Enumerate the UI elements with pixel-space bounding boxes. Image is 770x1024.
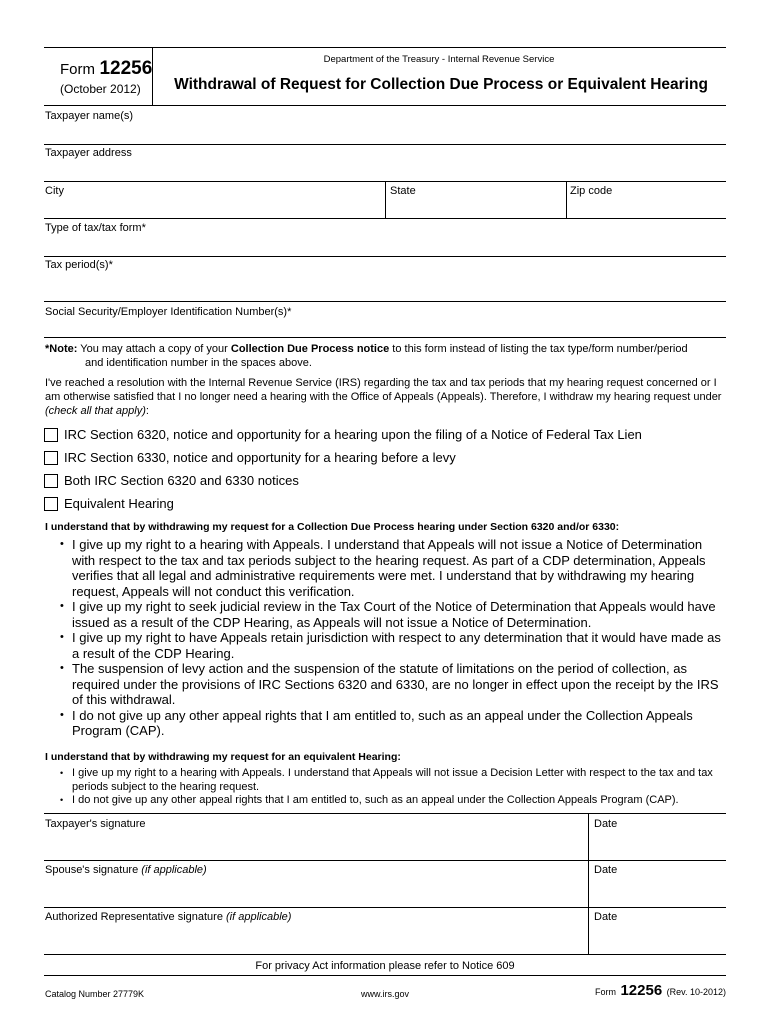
representative-label-italic: (if applicable) [226, 911, 292, 923]
footer-form-label: Form [595, 987, 616, 997]
checkbox-6320[interactable] [44, 428, 58, 442]
catalog-number: Catalog Number 27779K [45, 989, 145, 999]
form-id [60, 58, 152, 80]
taxpayer-signature-label: Taxpayer's signature [45, 818, 146, 830]
website: www.irs.gov [360, 989, 409, 999]
rule [44, 144, 726, 145]
ssn-ein-label: Social Security/Employer Identification Number(s)* [45, 306, 292, 318]
checkbox-label: IRC Section 6330, notice and opportunity for a hearing before a levy [64, 450, 456, 465]
intro-text: I've reached a resolution with the Internal Revenue Service (IRS) regarding the tax and tax periods that my hearing request concerned or I am otherwise satisfied that I no longer need a hearing with the Office of Appeals (Appeals). Therefore, I withdraw my hearing request under [45, 377, 722, 403]
tax-type-label: Type of tax/tax form* [45, 222, 146, 234]
zip-label: Zip code [570, 185, 613, 197]
ssn-ein-field[interactable] [44, 320, 726, 337]
checkbox-row-6330[interactable] [44, 450, 456, 465]
department-name: Department of the Treasury - Internal Revenue Service [323, 54, 555, 65]
note [45, 342, 725, 356]
tax-periods-label: Tax period(s)* [45, 259, 113, 271]
spouse-label-italic: (if applicable) [141, 864, 207, 876]
date-label: Date [594, 818, 618, 830]
intro-paragraph [45, 376, 725, 418]
cdp-list [58, 537, 726, 739]
rule [44, 954, 726, 955]
note-label: *Note: [45, 343, 78, 355]
zip-field[interactable] [567, 198, 726, 218]
taxpayer-address-label: Taxpayer address [45, 147, 132, 159]
city-field[interactable] [44, 198, 384, 218]
taxpayer-names-field[interactable] [44, 124, 726, 144]
note-text-before: You may attach a copy of your [80, 343, 228, 355]
rule [44, 907, 726, 908]
checkbox-equivalent[interactable] [44, 497, 58, 511]
checkbox-label: Both IRC Section 6320 and 6330 notices [64, 473, 299, 488]
equivalent-list [58, 767, 726, 808]
spouse-signature-field[interactable] [44, 878, 587, 907]
representative-date-field[interactable] [589, 925, 726, 954]
checkbox-6330[interactable] [44, 451, 58, 465]
checkbox-label: IRC Section 6320, notice and opportunity for a hearing upon the filing of a Notice of Federal Tax Lien [64, 427, 642, 442]
checkbox-row-both[interactable] [44, 473, 299, 488]
list-item: • I give up my right to seek judicial review in the Tax Court of the Notice of Determination that Appeals would have issued as a result of the CDP Hearing, as Appeals will not issue a Notice of Determination. [58, 599, 726, 630]
footer-form-id [560, 982, 726, 1000]
footer-revision: (Rev. 10-2012) [666, 987, 726, 997]
footer-rule [44, 975, 726, 976]
representative-signature-field[interactable] [44, 925, 587, 954]
header-bottom-rule [44, 105, 726, 106]
list-item: • I give up my right to a hearing with Appeals. I understand that Appeals will not issue a Decision Letter with respect to the tax and tax periods subject to the hearing request. [58, 767, 726, 794]
note-bold-text: Collection Due Process notice [230, 343, 390, 355]
representative-signature-label [45, 911, 291, 923]
checkbox-row-equivalent[interactable] [44, 496, 174, 511]
checkbox-label: Equivalent Hearing [64, 496, 174, 511]
taxpayer-names-label: Taxpayer name(s) [45, 110, 134, 122]
footer-form-number: 12256 [620, 982, 663, 999]
spouse-label-text: Spouse's signature [45, 864, 139, 876]
cdp-heading: I understand that by withdrawing my request for a Collection Due Process hearing under Section 6320 and/or 6330: [45, 521, 620, 533]
note-text-after: to this form instead of listing the tax type/form number/period [392, 343, 688, 355]
list-item: • The suspension of levy action and the suspension of the statute of limitations on the period of collection, as required under the provisions of IRC Sections 6320 and 6330, are no longer in effect upon the receipt by the IRS of this withdrawal. [58, 661, 726, 708]
state-label: State [390, 185, 416, 197]
rule [44, 301, 726, 302]
rule [44, 256, 726, 257]
page-title: Withdrawal of Request for Collection Due Process or Equivalent Hearing [174, 76, 708, 93]
list-item: • I give up my right to have Appeals retain jurisdiction with respect to any determination that it would have made as a result of the CDP Hearing. [58, 630, 726, 661]
representative-label-text: Authorized Representative signature [45, 911, 223, 923]
rule [44, 218, 726, 219]
intro-end: : [145, 405, 149, 417]
equivalent-heading: I understand that by withdrawing my request for an equivalent Hearing: [45, 751, 401, 763]
spouse-date-field[interactable] [589, 878, 726, 907]
state-field[interactable] [386, 198, 565, 218]
list-item: • I give up my right to a hearing with Appeals. I understand that Appeals will not issue a Notice of Determination with respect to the tax and tax periods subject to the hearing request. As part of a CDP determination, Appeals verifies that all legal and administrative requirements were met. I understand that by withdrawing my hearing request, Appeals will not conduct this verification. [58, 537, 726, 599]
rule [44, 337, 726, 338]
form-number: 12256 [99, 58, 153, 79]
privacy-notice: For privacy Act information please refer to Notice 609 [255, 960, 515, 972]
spouse-signature-label [45, 864, 207, 876]
form-label: Form [60, 61, 95, 78]
checkbox-both[interactable] [44, 474, 58, 488]
taxpayer-address-field[interactable] [44, 161, 726, 181]
date-label: Date [594, 911, 618, 923]
taxpayer-date-field[interactable] [589, 832, 726, 860]
tax-periods-field[interactable] [44, 274, 726, 301]
checkbox-row-6320[interactable] [44, 427, 642, 442]
list-item: • I do not give up any other appeal rights that I am entitled to, such as an appeal under the Collection Appeals Program (CAP). [58, 708, 726, 739]
city-label: City [45, 185, 64, 197]
date-label: Date [594, 864, 618, 876]
revision-date: (October 2012) [60, 82, 141, 96]
top-rule [44, 47, 726, 48]
list-item: • I do not give up any other appeal rights that I am entitled to, such as an appeal under the Collection Appeals Program (CAP). [58, 794, 726, 808]
note-line-2: and identification number in the spaces above. [85, 357, 312, 369]
taxpayer-signature-field[interactable] [44, 832, 587, 860]
rule [44, 813, 726, 814]
intro-italic: (check all that apply) [45, 405, 146, 417]
rule [44, 860, 726, 861]
tax-type-field[interactable] [44, 236, 726, 256]
